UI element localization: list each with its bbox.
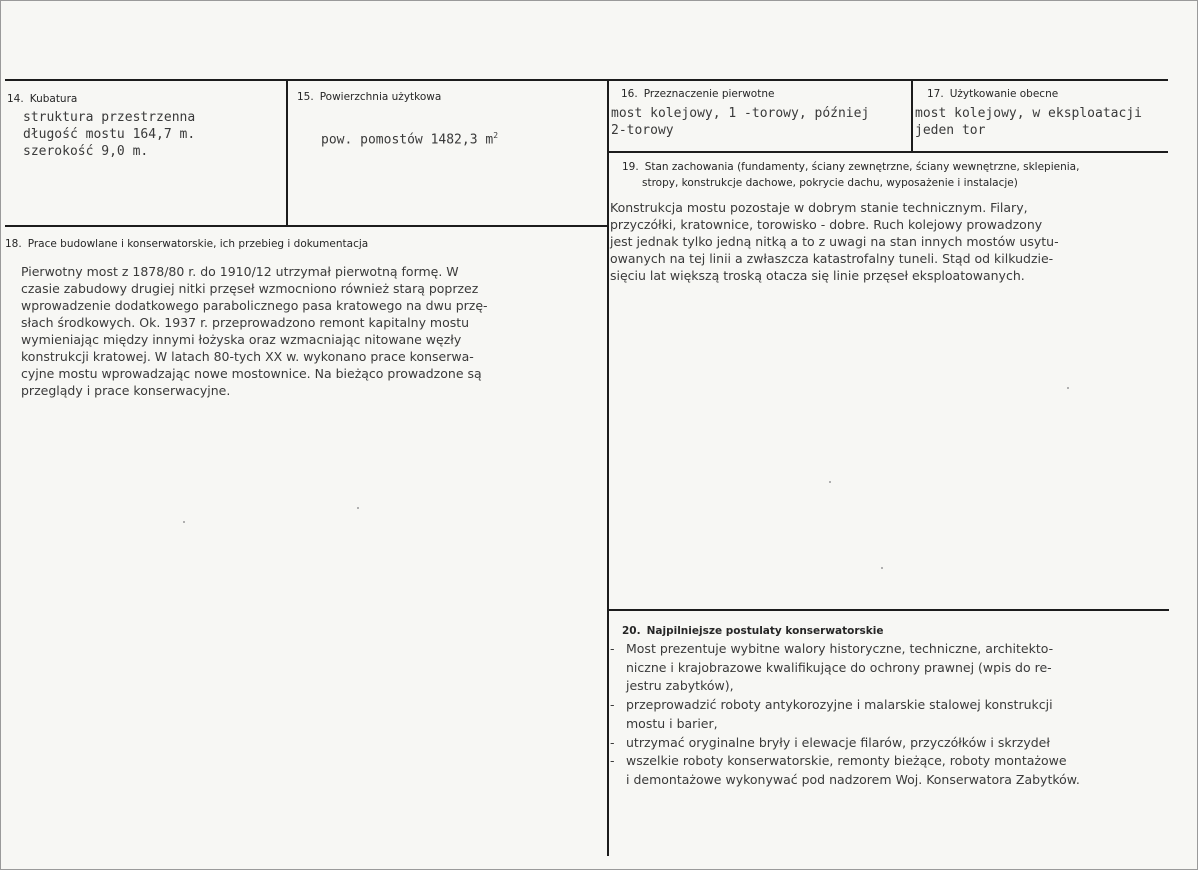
field-19-line: Konstrukcja mostu pozostaje w dobrym stanie technicznym. Filary, (610, 200, 1028, 215)
divider-main (607, 80, 609, 856)
field-18-number: 18. (5, 238, 22, 250)
field-18-line: wymieniając między innymi łożyska oraz wzmacniając nitowane węzły (21, 332, 462, 347)
field-19-line: owanych na tej linii a zwłaszcza katastrofalny tuneli. Stąd od kilkudzie- (610, 251, 1054, 266)
field-14-line: struktura przestrzenna (23, 110, 196, 125)
scan-speck (357, 507, 359, 509)
field-19-label-cont (642, 177, 1018, 189)
field-18-line: czasie zabudowy drugiej nitki przęseł wzmocniono również starą poprzez (21, 281, 479, 296)
bullet-dash: - (610, 734, 615, 750)
field-17-content (915, 105, 1142, 139)
scan-speck (1067, 387, 1069, 389)
scan-speck (829, 481, 831, 483)
field-15-superscript: 2 (493, 131, 499, 140)
bullet-dash: - (610, 697, 615, 713)
field-20-line: niczne i krajobrazowe kwalifikujące do ochrony prawnej (wpis do re- (626, 659, 1052, 675)
field-17-number: 17. (927, 88, 944, 100)
field-19-title-cont: stropy, konstrukcje dachowe, pokrycie dachu, wyposażenie i instalacje) (642, 177, 1018, 189)
field-16-title: Przeznaczenie pierwotne (643, 88, 775, 100)
field-16-line: most kolejowy, 1 -torowy, później (611, 106, 870, 121)
field-19-label (622, 161, 1079, 173)
bullet-dash: - (610, 641, 615, 656)
field-20-label (622, 625, 884, 637)
top-rule (5, 79, 1168, 81)
field-18-title: Prace budowlane i konserwatorskie, ich przebieg i dokumentacja (27, 238, 369, 250)
field-19-title: Stan zachowania (fundamenty, ściany zewnętrzne, ściany wewnętrzne, sklepienia, (644, 161, 1080, 173)
field-20-item (610, 771, 1080, 790)
field-16-content (611, 105, 869, 139)
field-20-item (610, 734, 1080, 753)
field-18-line: wprowadzenie dodatkowego parabolicznego pasa kratowego na dwu przę- (21, 298, 488, 313)
field-18-label (5, 238, 368, 250)
divider-14-15 (286, 80, 288, 226)
field-17-label (927, 88, 1058, 100)
field-17-line: most kolejowy, w eksploatacji (915, 106, 1142, 121)
field-20-item (610, 715, 1080, 734)
scan-speck (183, 521, 185, 523)
field-16-line: 2-torowy (611, 123, 674, 138)
field-15-content (321, 127, 498, 148)
field-14-line: szerokość 9,0 m. (23, 144, 149, 159)
divider-16-17 (911, 80, 913, 152)
field-20-line: przeprowadzić roboty antykorozyjne i malarskie stalowej konstrukcji (626, 697, 1053, 713)
field-15-number: 15. (297, 91, 314, 103)
field-18-line: Pierwotny most z 1878/80 r. do 1910/12 utrzymał pierwotną formę. W (21, 264, 459, 279)
field-14-label (7, 93, 77, 105)
field-14-content (23, 109, 195, 160)
field-18-content (21, 263, 488, 399)
field-20-line: i demontażowe wykonywać pod nadzorem Woj. Konserwatora Zabytków. (626, 771, 1080, 787)
field-20-item (610, 659, 1080, 678)
field-20-line: wszelkie roboty konserwatorskie, remonty bieżące, roboty montażowe (626, 753, 1067, 769)
field-20-item (610, 677, 1080, 696)
field-14-line: długość mostu 164,7 m. (23, 127, 196, 142)
field-17-line: jeden tor (915, 123, 986, 138)
bullet-dash: - (610, 753, 615, 769)
field-20-item (610, 696, 1080, 715)
field-20-line: utrzymać oryginalne bryły i elewacje filarów, przyczółków i skrzydeł (626, 734, 1050, 750)
field-19-content (610, 199, 1059, 284)
rule-under-14-15 (5, 225, 608, 227)
field-17-title: Użytkowanie obecne (949, 88, 1059, 100)
rule-under-16-17 (608, 151, 1168, 153)
field-18-line: konstrukcji kratowej. W latach 80-tych XX w. wykonano prace konserwa- (21, 349, 474, 364)
field-20-item (610, 640, 1080, 659)
field-18-line: przeglądy i prace konserwacyjne. (21, 383, 231, 398)
field-19-line: jest jednak tylko jedną nitką a to z uwagi na stan innych mostów usytu- (610, 234, 1059, 249)
field-16-number: 16. (621, 88, 638, 100)
field-19-line: przyczółki, kratownice, torowisko - dobre. Ruch kolejowy prowadzony (610, 217, 1043, 232)
field-14-number: 14. (7, 93, 24, 105)
field-20-line: Most prezentuje wybitne walory historyczne, techniczne, architekto- (626, 641, 1054, 656)
field-16-label (621, 88, 774, 100)
scan-speck (881, 567, 883, 569)
field-20-item (610, 752, 1080, 771)
field-20-line: jestru zabytków), (626, 678, 734, 694)
field-18-line: słach środkowych. Ok. 1937 r. przeprowadzono remont kapitalny mostu (21, 315, 470, 330)
field-20-title: Najpilniejsze postulaty konserwatorskie (646, 625, 884, 637)
field-18-line: cyjne mostu wprowadzając nowe mostownice. Na bieżąco prowadzone są (21, 366, 482, 381)
field-20-number: 20. (622, 625, 641, 637)
rule-under-19 (608, 609, 1169, 611)
field-19-number: 19. (622, 161, 639, 173)
field-15-value: pow. pomostów 1482,3 m (321, 132, 494, 148)
field-15-label (297, 91, 441, 103)
field-14-title: Kubatura (29, 93, 78, 105)
field-20-content (610, 640, 1080, 790)
field-20-line: mostu i barier, (626, 715, 718, 731)
field-19-line: sięciu lat większą troską otacza się linie przęseł eksploatowanych. (610, 268, 1025, 283)
field-15-title: Powierzchnia użytkowa (319, 91, 442, 103)
